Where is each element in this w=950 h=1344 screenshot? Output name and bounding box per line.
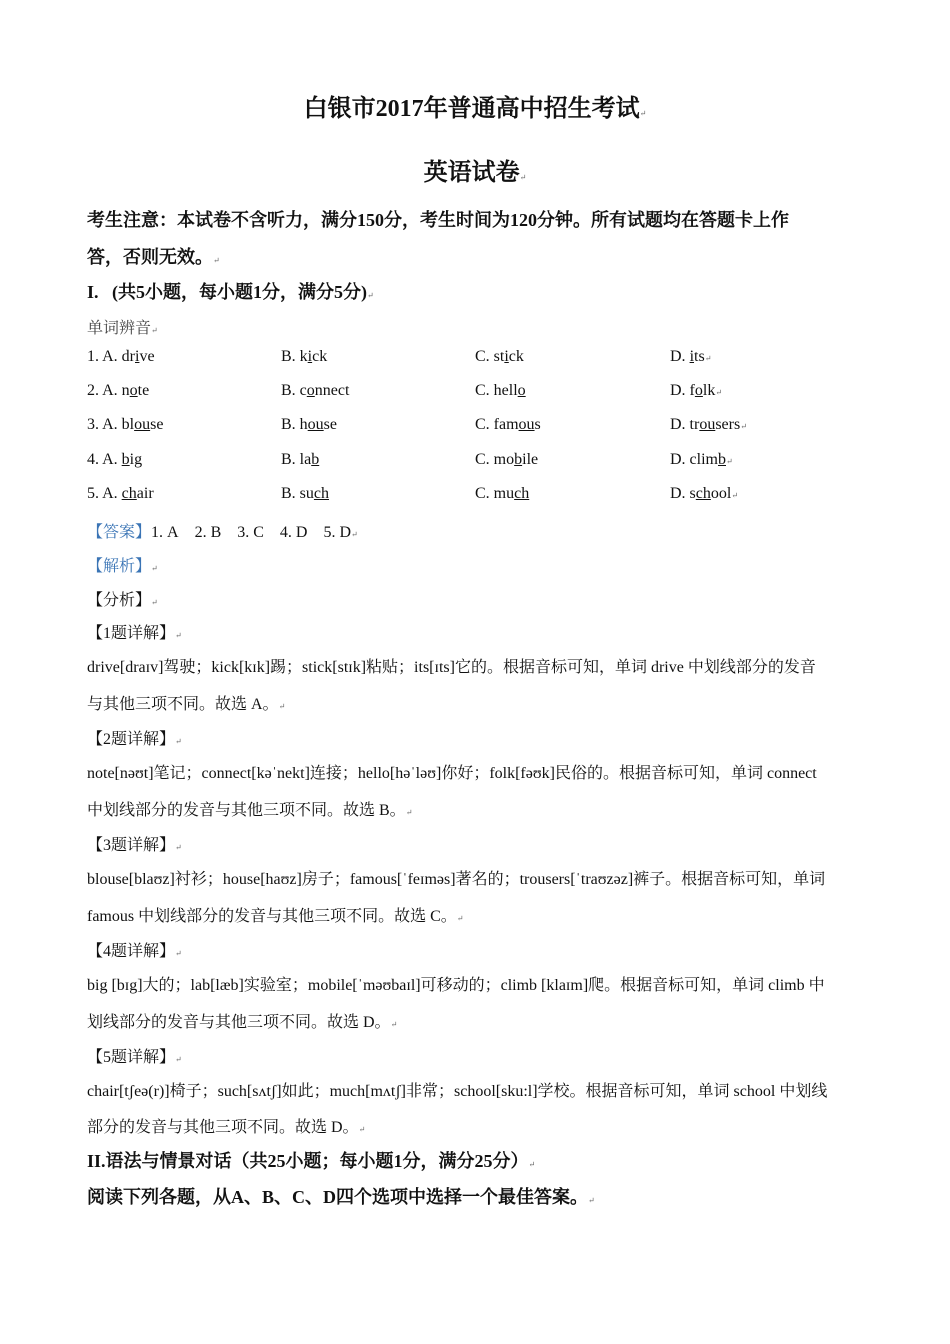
option-4c: C. mobile (475, 451, 539, 468)
question-row-5 (87, 485, 867, 507)
option-3c: C. famous (475, 416, 541, 433)
detail-4-line-1: big [bɪg]大的；lab[læb]实验室；mobile[ˈməʊbaɪl]可移动的；climb [klaɪm]爬。根据音标可知，单词 climb 中 (87, 977, 825, 994)
detail-5-line-2: 部分的发音与其他三项不同。故选 D。↵ (87, 1119, 366, 1136)
option-3d: D. trousers↵ (670, 416, 747, 433)
notice-line-2: 答，否则无效。↵ (87, 247, 220, 267)
answer-line: 【答案】1. A 2. B 3. C 4. D 5. D↵ (87, 524, 358, 541)
question-row-4 (87, 451, 867, 473)
answer-text: 1. A 2. B 3. C 4. D 5. D (151, 524, 352, 541)
question-row-2 (87, 382, 867, 404)
option-4b: B. lab (281, 451, 320, 468)
detail-2-line-1: note[nəʊt]笔记；connect[kəˈnekt]连接；hello[həˈləʊ]你好；folk[fəʊk]民俗的。根据音标可知，单词 connect (87, 765, 817, 782)
exam-subtitle: 英语试卷↵ (423, 160, 527, 186)
option-1b: B. kick (281, 348, 328, 365)
detail-2-label: 【2题详解】↵ (87, 731, 182, 748)
detail-4-line-2: 划线部分的发音与其他三项不同。故选 D。↵ (87, 1014, 398, 1031)
detail-5-line-1: chair[tʃeə(r)]椅子；such[sʌtʃ]如此；much[mʌtʃ]非常；school[sku:l]学校。根据音标可知，单词 school 中划线 (87, 1083, 828, 1100)
section1-heading: I. (共5小题，每小题1分，满分5分)↵ (87, 282, 374, 302)
option-1d: D. its↵ (670, 348, 712, 365)
option-2b: B. connect (281, 382, 350, 399)
exam-title: 白银市2017年普通高中招生考试↵ (303, 96, 647, 122)
analysis-label: 【解析】↵ (87, 558, 158, 575)
option-1c: C. stick (475, 348, 524, 365)
option-1a: 1. A. drive (87, 348, 155, 365)
detail-1-label: 【1题详解】↵ (87, 625, 182, 642)
question-row-3 (87, 416, 867, 438)
option-5d: D. school↵ (670, 485, 739, 502)
detail-3-line-2: famous 中划线部分的发音与其他三项不同。故选 C。↵ (87, 908, 464, 925)
option-2c: C. hello (475, 382, 526, 399)
option-2d: D. folk↵ (670, 382, 723, 399)
question-row-1 (87, 348, 867, 370)
option-4a: 4. A. big (87, 451, 143, 468)
option-5c: C. much (475, 485, 530, 502)
detail-5-label: 【5题详解】↵ (87, 1049, 182, 1066)
answer-label: 【答案】 (87, 524, 152, 541)
detail-3-line-1: blouse[blaʊz]衬衫；house[haʊz]房子；famous[ˈfeɪməs]著名的；trousers[ˈtraʊzəz]裤子。根据音标可知，单词 (87, 871, 826, 888)
detail-3-label: 【3题详解】↵ (87, 837, 182, 854)
detail-4-label: 【4题详解】↵ (87, 943, 182, 960)
option-5a: 5. A. chair (87, 485, 154, 502)
notice-line-1: 考生注意：本试卷不含听力，满分150分，考生时间为120分钟。所有试题均在答题卡上作 (87, 210, 789, 230)
option-5b: B. such (281, 485, 330, 502)
section1-subheading: 单词辨音↵ (87, 320, 158, 337)
section2-instruction: 阅读下列各题，从A、B、C、D四个选项中选择一个最佳答案。↵ (87, 1187, 595, 1207)
detail-1-line-2: 与其他三项不同。故选 A。↵ (87, 696, 286, 713)
option-3a: 3. A. blouse (87, 416, 164, 433)
section2-heading: II.语法与情景对话（共25小题；每小题1分，满分25分）↵ (87, 1151, 536, 1171)
option-2a: 2. A. note (87, 382, 150, 399)
detail-1-line-1: drive[draɪv]驾驶；kick[kɪk]踢；stick[stɪk]粘贴；its[ɪts]它的。根据音标可知，单词 drive 中划线部分的发音 (87, 659, 816, 676)
option-4d: D. climb↵ (670, 451, 733, 468)
fenxi-label: 【分析】↵ (87, 592, 158, 609)
detail-2-line-2: 中划线部分的发音与其他三项不同。故选 B。↵ (87, 802, 413, 819)
option-3b: B. house (281, 416, 337, 433)
